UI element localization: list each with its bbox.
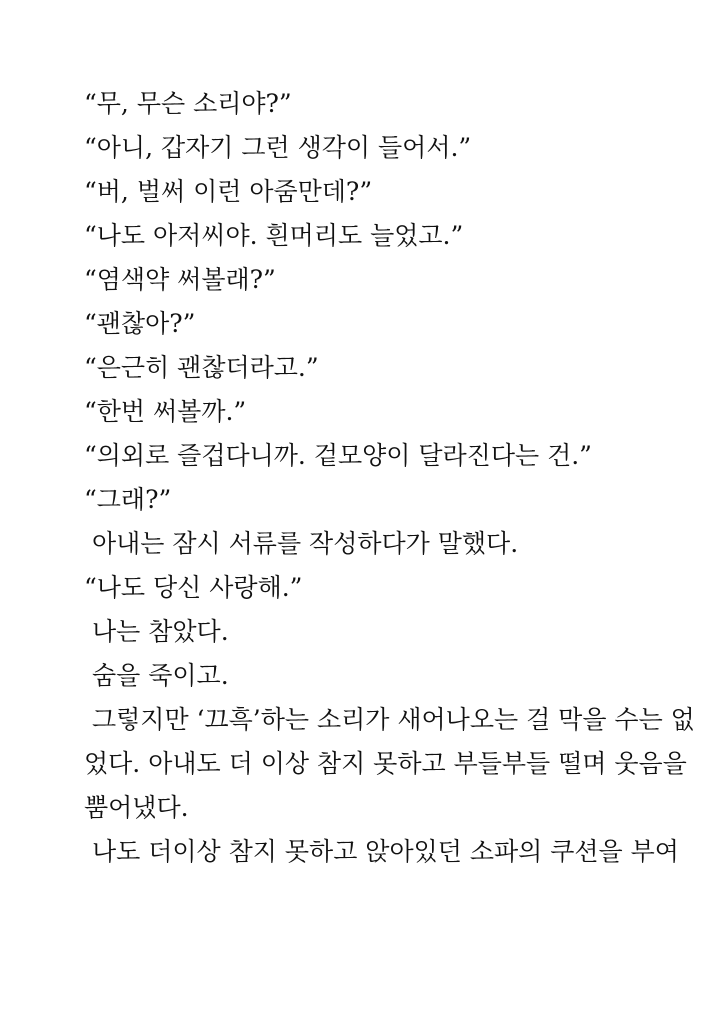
- dialogue-line: “버, 벌써 이런 아줌만데?”: [84, 177, 373, 206]
- dialogue-line: “은근히 괜찮더라고.”: [84, 353, 319, 382]
- narration-line: 아내는 잠시 서류를 작성하다가 말했다.: [92, 529, 519, 558]
- dialogue-line: “나도 아저씨야. 흰머리도 늘었고.”: [84, 221, 464, 250]
- body-text: [84, 82, 695, 874]
- narration-line: 숨을 죽이고.: [92, 661, 229, 690]
- dialogue-line: “한번 써볼까.”: [84, 397, 247, 426]
- narration-line: 었다. 아내도 더 이상 참지 못하고 부들부들 떨며 웃음을: [84, 749, 687, 778]
- dialogue-line: “무, 무슨 소리야?”: [84, 89, 292, 118]
- dialogue-line: “그래?”: [84, 485, 172, 514]
- narration-line: 그렇지만 ‘끄흑’하는 소리가 새어나오는 걸 막을 수는 없: [92, 705, 695, 734]
- dialogue-line: “염색약 써볼래?”: [84, 265, 276, 294]
- dialogue-line: “괜찮아?”: [84, 309, 196, 338]
- dialogue-line: “나도 당신 사랑해.”: [84, 573, 303, 602]
- dialogue-line: “아니, 갑자기 그런 생각이 들어서.”: [84, 133, 472, 162]
- narration-line: 나도 더이상 참지 못하고 앉아있던 소파의 쿠션을 부여: [92, 837, 679, 866]
- dialogue-line: “의외로 즐겁다니까. 겉모양이 달라진다는 건.”: [84, 441, 592, 470]
- narration-line: 뿜어냈다.: [84, 793, 189, 822]
- narration-line: 나는 참았다.: [92, 617, 229, 646]
